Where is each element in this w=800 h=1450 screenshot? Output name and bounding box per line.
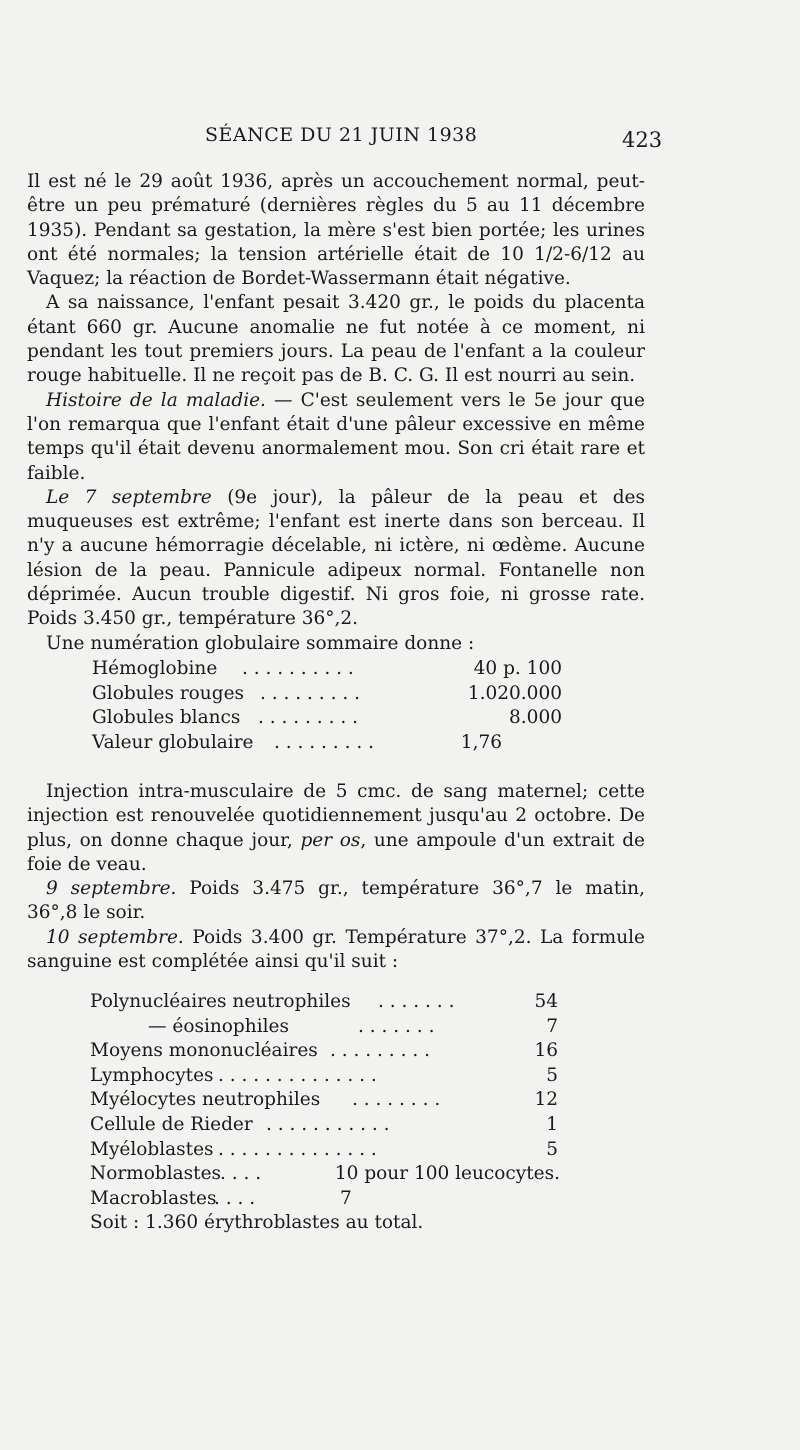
date-lead-10-septembre: 10 septembre.: [46, 926, 184, 948]
paragraph-10-septembre: 10 septembre. Poids 3.400 gr. Température 37°,2. La formule sanguine est complétée ainsi qu'il suit :: [27, 926, 645, 973]
page-number: 423: [622, 128, 663, 152]
table-row-macroblastes: Macroblastes . . . . 7: [90, 1187, 352, 1209]
page-header: [0, 124, 800, 158]
paragraph-birth: Il est né le 29 août 1936, après un accouchement normal, peut-être un peu prématuré (dernières règles du 5 au 11 décembre 1935). Pendant sa gestation, la mère s'est bien portée; les urines ont été normales; la tension artérielle était de 10 1/2-6/12 au Vaquez; la réaction de Bordet-Wassermann était négative.: [27, 171, 645, 290]
section-lead-histoire: Histoire de la maladie.: [46, 389, 266, 411]
table-row: Polynucléaires neutrophiles . . . . . . . 54: [90, 991, 558, 1012]
paragraph-injection: Injection intra-musculaire de 5 cmc. de sang maternel; cette injection est renouvelée quotidiennement jusqu'au 2 octobre. De plus, on donne chaque jour, per os, une ampoule d'un extrait de foie de veau.: [27, 781, 645, 875]
date-lead-9-septembre: 9 septembre.: [46, 878, 177, 900]
running-title: SÉANCE DU 21 JUIN 1938: [205, 124, 478, 146]
date-lead-7-septembre: Le 7 septembre: [46, 486, 212, 508]
paragraph-naissance: A sa naissance, l'enfant pesait 3.420 gr., le poids du placenta étant 660 gr. Aucune anomalie ne fut notée à ce moment, ni pendant les tout premiers jours. La peau de l'enfant a la couleur rouge habituelle. Il ne reçoit pas de B. C. G. Il est nourri au sein.: [27, 292, 645, 387]
table-row: Globules blancs . . . . . . . . . 8.000: [92, 707, 562, 729]
table-row-normoblastes: Normoblastes . . . . 10 pour 100 leucocytes.: [90, 1163, 560, 1185]
table-row: Cellule de Rieder . . . . . . . . . . . 1: [90, 1113, 558, 1135]
table-row: Hémoglobine . . . . . . . . . . 40 p. 100: [92, 658, 562, 679]
table-row: Myélocytes neutrophiles . . . . . . . . 12: [90, 1089, 558, 1111]
table-row: Myéloblastes . . . . . . . . . . . . . . 5: [90, 1138, 558, 1160]
paragraph-7-septembre: Le 7 septembre (9e jour), la pâleur de la peau et des muqueuses est extrême; l'enfant est inerte dans son berceau. Il n'y a aucune hémorragie décelable, ni ictère, ni œdème. Aucune lésion de la peau. Pannicule adipeux normal. Fontanelle non déprimée. Aucun trouble digestif. Ni gros foie, ni grosse rate. Poids 3.450 gr., température 36°,2.: [27, 486, 645, 630]
paragraph-histoire: Histoire de la maladie. — C'est seulement vers le 5e jour que l'on remarqua que l'enfant était d'une pâleur excessive en même temps qu'il était devenu anormalement mou. Son cri était rare et faible.: [27, 389, 645, 484]
table-row: — éosinophiles . . . . . . . 7: [148, 1015, 558, 1037]
table-row: Valeur globulaire . . . . . . . . . 1,76: [92, 731, 502, 753]
table-row: Lymphocytes . . . . . . . . . . . . . . 5: [90, 1064, 558, 1086]
paragraph-numeration: Une numération globulaire sommaire donne :: [46, 632, 475, 654]
blood-count-table: [92, 657, 562, 755]
table-row: Globules rouges . . . . . . . . . 1.020.000: [92, 682, 562, 704]
body-text-continued: [27, 780, 645, 974]
paragraph-9-septembre: 9 septembre. Poids 3.475 gr., température 36°,7 le matin, 36°,8 le soir.: [27, 878, 645, 924]
body-text: [27, 170, 645, 656]
leukocyte-formula-table: [90, 990, 558, 1236]
total-line: Soit : 1.360 érythroblastes au total.: [90, 1212, 424, 1234]
table-row: Moyens mononucléaires . . . . . . . . . 16: [90, 1040, 558, 1062]
